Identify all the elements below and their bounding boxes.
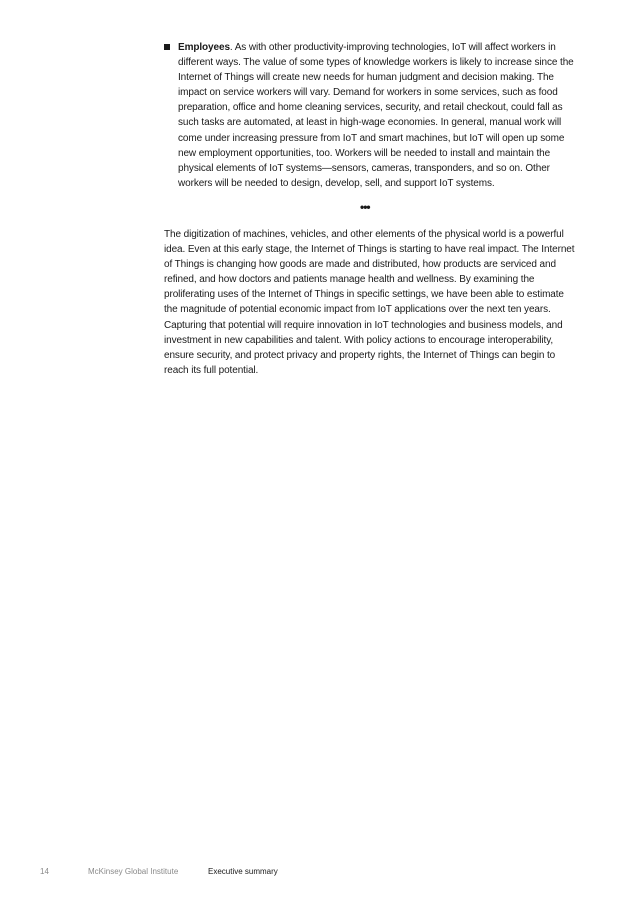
bullet-paragraph (178, 40, 576, 191)
section-name: Executive summary (208, 867, 278, 876)
page-footer (0, 867, 636, 881)
bullet-lead-term: Employees (178, 42, 230, 53)
employees-bullet-item (164, 40, 576, 191)
square-bullet-icon (164, 44, 170, 50)
section-divider-ornament: ••• (360, 200, 370, 214)
conclusion-paragraph: The digitization of machines, vehicles, and other elements of the physical world is a powerful idea. Even at this early stage, the Internet of Things is starting to have real impact. The Internet of Things is changing how goods are made and distributed, how products are serviced and refined, and how doctors and patients manage health and wellness. By examining the proliferating uses of the Internet of Things in specific settings, we have been able to estimate the magnitude of potential economic impact from IoT applications over the next ten years. Capturing that potential will require innovation in IoT technologies and business models, and investment in new capabilities and talent. With policy actions to encourage interoperability, ensure security, and protect privacy and property rights, the Internet of Things can begin to reach its full potential. (164, 229, 575, 376)
publisher-name: McKinsey Global Institute (88, 867, 179, 876)
bullet-body-text: . As with other productivity-improving technologies, IoT will affect workers in different ways. The value of some types of knowledge workers is likely to increase since the Internet of Things will create new needs for human judgment and decision making. The impact on service workers will vary. Demand for workers in some services, such as food preparation, office and home cleaning services, security, and retail checkout, could fall as such tasks are automated, at least in high-wage economies. In general, manual work will come under increasing pressure from IoT and smart machines, but IoT will open up some new employment opportunities, too. Workers will be needed to install and maintain the physical elements of IoT systems—sensors, cameras, transponders, and so on. Other workers will be needed to design, develop, sell, and support IoT systems. (178, 42, 574, 189)
page-number: 14 (40, 867, 49, 876)
